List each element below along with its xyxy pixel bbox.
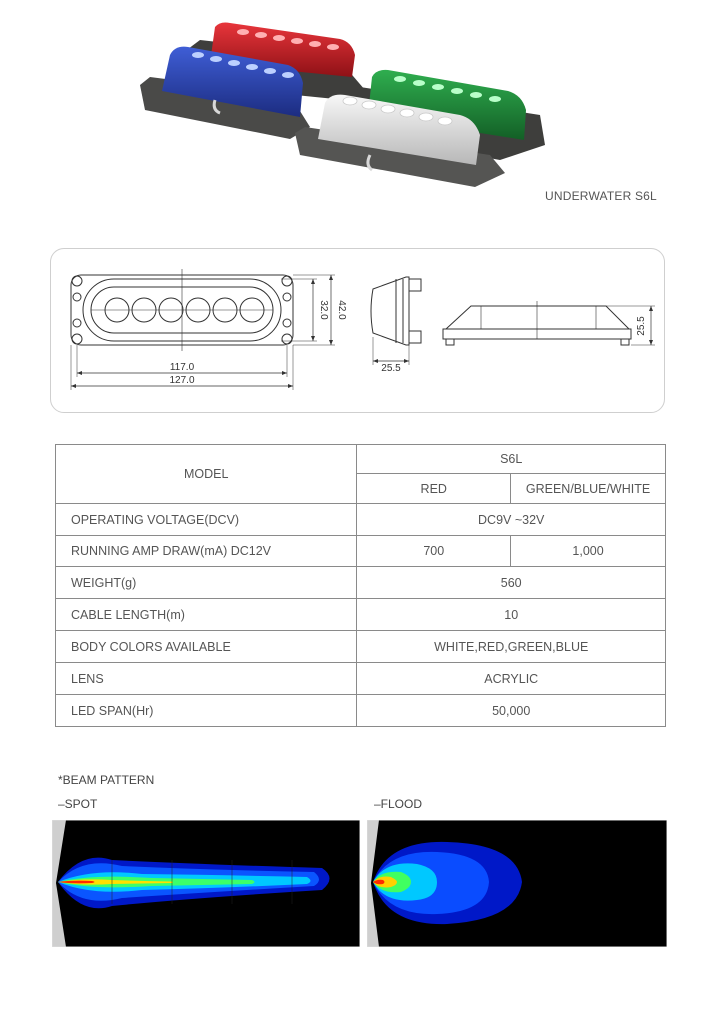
- row-label: BODY COLORS AVAILABLE: [56, 631, 357, 663]
- technical-drawing-panel: [50, 248, 665, 413]
- dim-117-label: 117.0: [169, 362, 195, 373]
- row-value: WHITE,RED,GREEN,BLUE: [357, 631, 666, 663]
- table-row: [56, 663, 666, 695]
- row-value: ACRYLIC: [357, 663, 666, 695]
- row-label: LENS: [56, 663, 357, 695]
- row-label: WEIGHT(g): [56, 567, 357, 599]
- dim-42-label: 42.0: [336, 300, 347, 320]
- row-value: 10: [357, 599, 666, 631]
- flood-label: –FLOOD: [374, 797, 423, 811]
- model-header: MODEL: [56, 445, 357, 504]
- table-row: [56, 695, 666, 727]
- variant-green-blue-white: GREEN/BLUE/WHITE: [511, 474, 666, 504]
- dimension-drawing: [51, 249, 663, 411]
- spot-label: –SPOT: [58, 797, 98, 811]
- row-label: CABLE LENGTH(m): [56, 599, 357, 631]
- product-photo: [140, 15, 560, 195]
- spot-beam-image: [52, 820, 360, 947]
- table-row: [56, 536, 666, 567]
- dim-height-label: 25.5: [636, 316, 647, 336]
- model-name: S6L: [357, 445, 666, 474]
- row-value-red: 700: [357, 536, 511, 567]
- table-row: [56, 599, 666, 631]
- product-caption: UNDERWATER S6L: [545, 189, 657, 203]
- beam-pattern-title: *BEAM PATTERN: [58, 773, 155, 787]
- row-value: 50,000: [357, 695, 666, 727]
- table-row: [56, 504, 666, 536]
- table-row: [56, 567, 666, 599]
- spec-table: [55, 444, 666, 727]
- variant-red: RED: [357, 474, 511, 504]
- row-label: OPERATING VOLTAGE(DCV): [56, 504, 357, 536]
- row-value-gbw: 1,000: [511, 536, 666, 567]
- dim-32-label: 32.0: [318, 300, 329, 320]
- table-row: [56, 631, 666, 663]
- dim-side-label: 25.5: [381, 363, 401, 374]
- dim-127-label: 127.0: [169, 375, 195, 386]
- row-label: RUNNING AMP DRAW(mA) DC12V: [56, 536, 357, 567]
- row-label: LED SPAN(Hr): [56, 695, 357, 727]
- row-value: 560: [357, 567, 666, 599]
- flood-beam-image: [367, 820, 667, 947]
- row-value: DC9V ~32V: [357, 504, 666, 536]
